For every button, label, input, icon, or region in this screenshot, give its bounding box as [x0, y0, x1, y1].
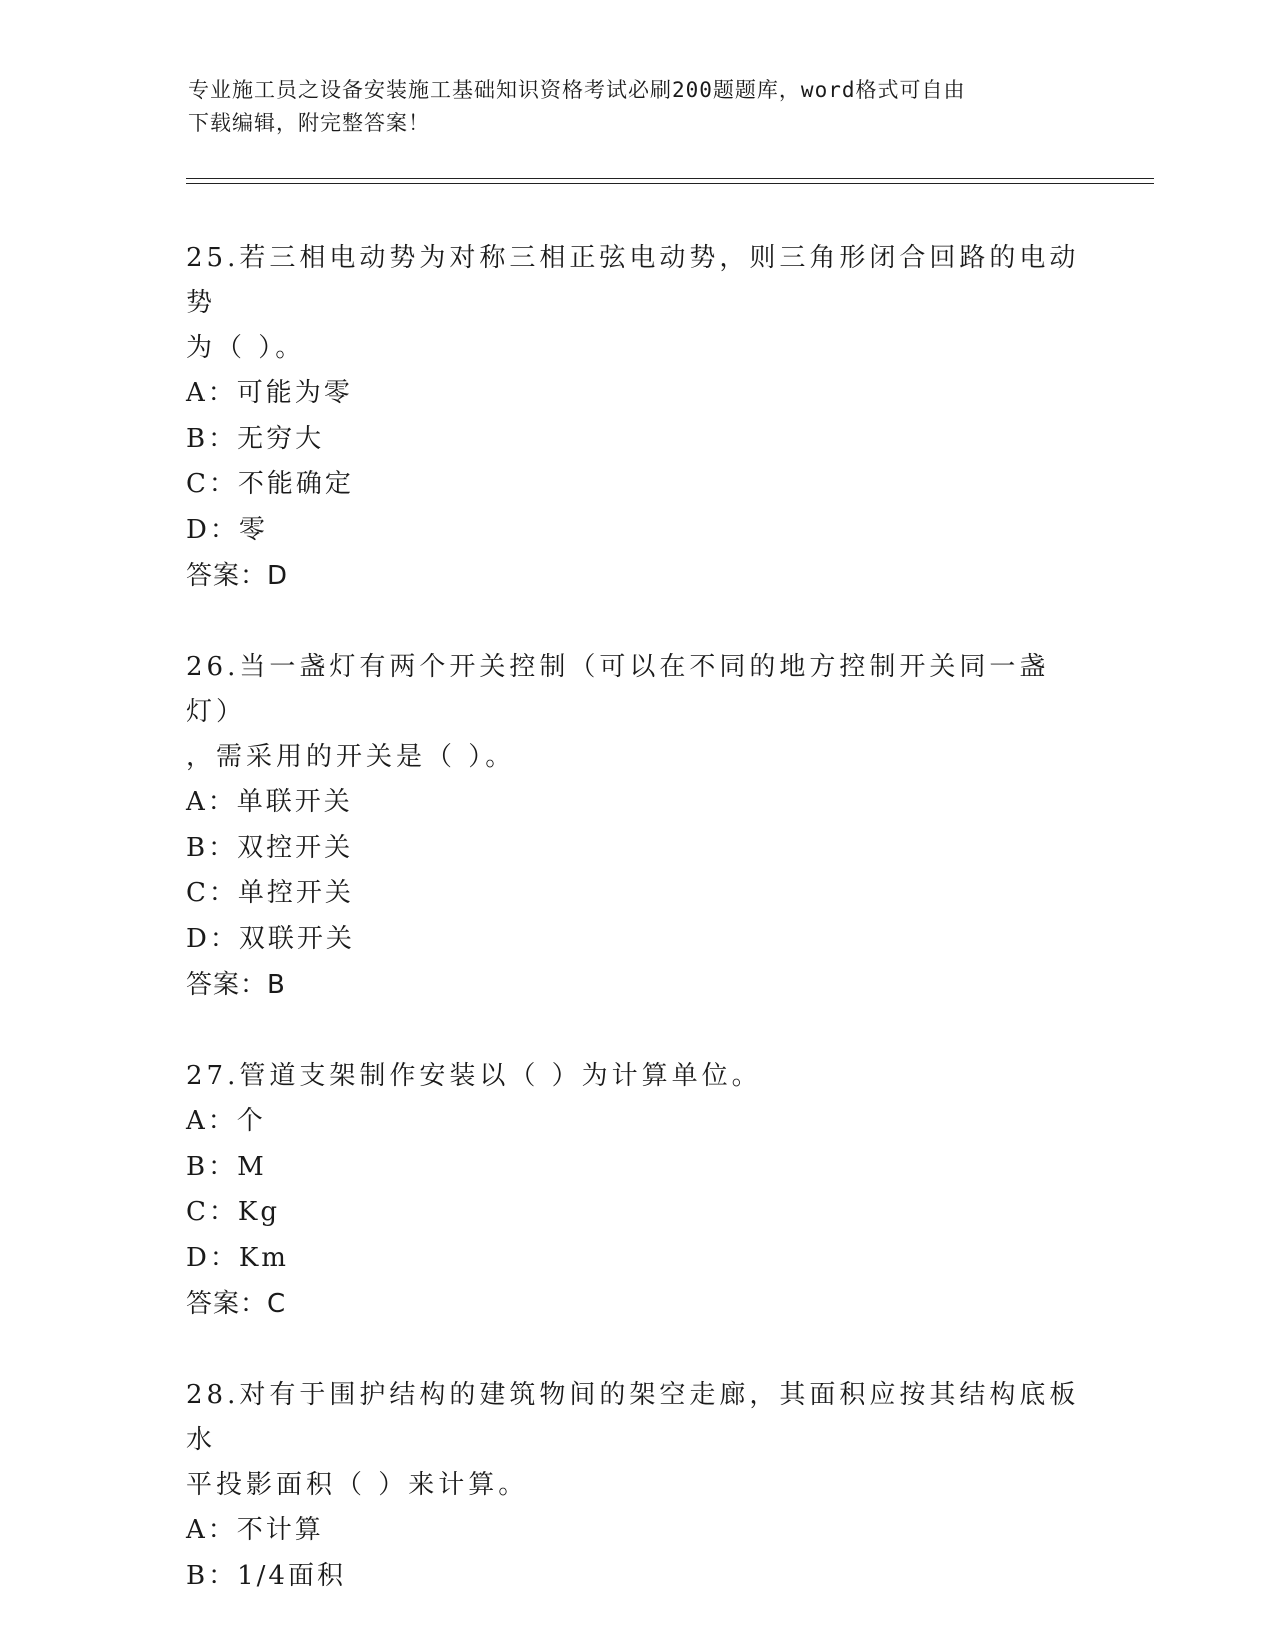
answer-label: 答案：C [186, 1289, 287, 1319]
option-a: A：单联开关 [186, 787, 353, 817]
question-stem-line: 26.当一盏灯有两个开关控制（可以在不同的地方控制开关同一盏灯） [186, 652, 1050, 727]
header-line-2: 下载编辑，附完整答案！ [188, 111, 430, 135]
option-d: D：双联开关 [186, 923, 355, 954]
question-stem-line: 为（ ）。 [186, 333, 306, 363]
question-stem-line: ，需采用的开关是（ ）。 [186, 742, 516, 772]
question-stem-line: 27.管道支架制作安装以（ ）为计算单位。 [186, 1061, 762, 1091]
question-stem-line: 25.若三相电动势为对称三相正弦电动势，则三角形闭合回路的电动势 [186, 243, 1080, 318]
answer-label: 答案：B [186, 970, 286, 1000]
option-c: C：不能确定 [186, 469, 354, 499]
option-a: A：可能为零 [186, 378, 353, 408]
question-28 [186, 1373, 1086, 1599]
question-26 [186, 645, 1086, 1008]
option-c: C：单控开关 [186, 878, 354, 908]
question-stem-line: 平投影面积（ ）来计算。 [186, 1470, 529, 1500]
option-b: B：双控开关 [186, 832, 354, 863]
header-divider-top [186, 178, 1154, 179]
option-b: B：M [186, 1151, 267, 1182]
option-b: B：无穷大 [186, 423, 325, 454]
option-b: B：1/4面积 [186, 1560, 346, 1591]
option-a: A：个 [186, 1106, 266, 1136]
question-stem-line: 28.对有于围护结构的建筑物间的架空走廊，其面积应按其结构底板水 [186, 1380, 1080, 1455]
question-27 [186, 1054, 1086, 1327]
answer-label: 答案：D [186, 561, 289, 591]
option-a: A：不计算 [186, 1515, 324, 1545]
header-line-1: 专业施工员之设备安装施工基础知识资格考试必刷200题题库，word格式可自由 [188, 78, 966, 102]
header-divider-bottom [186, 183, 1154, 184]
option-d: D：Km [186, 1242, 289, 1273]
option-c: C：Kg [186, 1197, 280, 1227]
question-25 [186, 236, 1086, 599]
document-header [188, 74, 1068, 140]
question-list [186, 236, 1086, 1645]
option-d: D：零 [186, 514, 268, 545]
